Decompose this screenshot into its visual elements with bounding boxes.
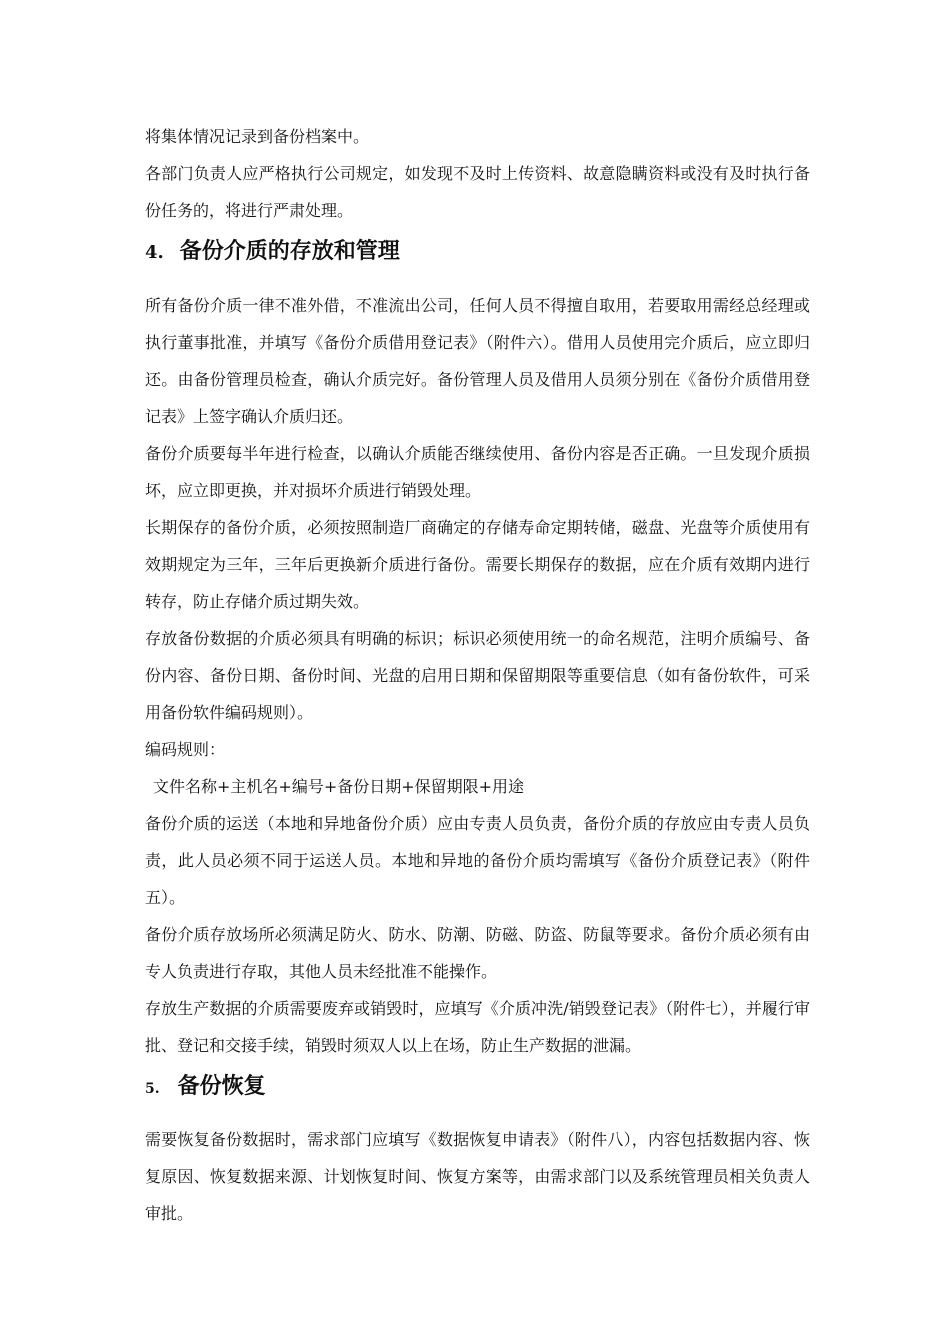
- paragraph: 备份介质存放场所必须满足防火、防水、防潮、防磁、防盗、防鼠等要求。备份介质必须有由专人负责进行存取，其他人员未经批准不能操作。: [145, 925, 810, 981]
- paragraph: 备份介质要每半年进行检查，以确认介质能否继续使用、备份内容是否正确。一旦发现介质损坏，应立即更换，并对损坏介质进行销毁处理。: [145, 444, 810, 500]
- paragraph: 所有备份介质一律不准外借，不准流出公司，任何人员不得擅自取用，若要取用需经总经理或执行董事批准，并填写《备份介质借用登记表》（附件六）。借用人员使用完介质后，应立即归还。由备份管理员检查，确认介质完好。备份管理人员及借用人员须分别在《备份介质借用登记表》上签字确认介质归还。: [145, 296, 810, 426]
- paragraph: 将集体情况记录到备份档案中。: [145, 127, 370, 146]
- document-body: [145, 118, 810, 1232]
- section-number: 5.: [145, 1081, 160, 1097]
- section-heading-4: [145, 231, 810, 273]
- coding-rule-text: 文件名称+主机名+编号+备份日期+保留期限+用途: [153, 777, 525, 796]
- section-heading-5: [145, 1066, 810, 1109]
- paragraph: 存放生产数据的介质需要废弃或销毁时，应填写《介质冲洗/销毁登记表》（附件七），并履行审批、登记和交接手续，销毁时须双人以上在场，防止生产数据的泄漏。: [145, 999, 810, 1055]
- section-number: 4.: [145, 242, 164, 263]
- paragraph: 各部门负责人应严格执行公司规定，如发现不及时上传资料、故意隐瞒资料或没有及时执行备份任务的，将进行严肃处理。: [145, 164, 810, 220]
- section-title: 备份介质的存放和管理: [179, 238, 400, 264]
- paragraph: 编码规则：: [145, 740, 226, 759]
- paragraph: 需要恢复备份数据时，需求部门应填写《数据恢复申请表》（附件八），内容包括数据内容、恢复原因、恢复数据来源、计划恢复时间、恢复方案等，由需求部门以及系统管理员相关负责人审批。: [145, 1130, 810, 1223]
- paragraph: 长期保存的备份介质，必须按照制造厂商确定的存储寿命定期转储，磁盘、光盘等介质使用有效期规定为三年，三年后更换新介质进行备份。需要长期保存的数据，应在介质有效期内进行转存，防止存储介质过期失效。: [145, 518, 810, 611]
- paragraph: 存放备份数据的介质必须具有明确的标识；标识必须使用统一的命名规范，注明介质编号、备份内容、备份日期、备份时间、光盘的启用日期和保留期限等重要信息（如有备份软件，可采用备份软件编码规则）。: [145, 629, 810, 722]
- paragraph: 备份介质的运送（本地和异地备份介质）应由专责人员负责，备份介质的存放应由专责人员负责，此人员必须不同于运送人员。本地和异地的备份介质均需填写《备份介质登记表》（附件五）。: [145, 814, 810, 907]
- section-title: 备份恢复: [177, 1073, 266, 1099]
